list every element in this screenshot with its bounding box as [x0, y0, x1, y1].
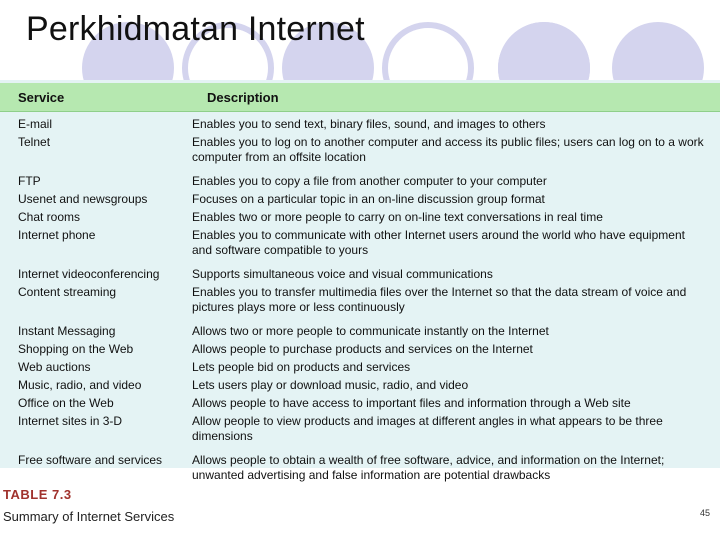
- table-body: [0, 115, 720, 484]
- service-cell: Internet sites in 3-D: [18, 413, 123, 428]
- description-cell: Allows people to have access to important files and information through a Web site: [192, 395, 631, 410]
- page-number: 45: [700, 508, 711, 518]
- description-cell: Enables you to send text, binary files, sound, and images to others: [192, 116, 546, 131]
- description-cell: Allows two or more people to communicate instantly on the Internet: [192, 323, 549, 338]
- table-row: [0, 190, 720, 208]
- services-table: [0, 80, 720, 482]
- table-caption-number: TABLE 7.3: [3, 487, 72, 502]
- service-cell: FTP: [18, 173, 41, 188]
- service-cell: E-mail: [18, 116, 53, 131]
- description-cell: Enables two or more people to carry on on-line text conversations in real time: [192, 209, 603, 224]
- table-header-row: [0, 83, 720, 112]
- description-cell: Supports simultaneous voice and visual communications: [192, 266, 493, 281]
- table-row: [0, 265, 720, 283]
- description-cell: Enables you to log on to another computer and access its public files; users can log on to a work computer from an offsite location: [192, 134, 704, 164]
- table-row: [0, 451, 720, 484]
- table-row: [0, 394, 720, 412]
- table-row: [0, 340, 720, 358]
- table-row: [0, 412, 720, 445]
- description-cell: Lets users play or download music, radio, and video: [192, 377, 469, 392]
- service-cell: Music, radio, and video: [18, 377, 142, 392]
- table-row: [0, 172, 720, 190]
- table-row: [0, 322, 720, 340]
- table-row: [0, 376, 720, 394]
- service-cell: Web auctions: [18, 359, 91, 374]
- service-cell: Free software and services: [18, 452, 163, 467]
- table-row: [0, 208, 720, 226]
- table-row: [0, 133, 720, 166]
- service-cell: Internet videoconferencing: [18, 266, 160, 281]
- table-row: [0, 115, 720, 133]
- service-cell: Chat rooms: [18, 209, 81, 224]
- table-row: [0, 283, 720, 316]
- service-cell: Office on the Web: [18, 395, 114, 410]
- description-cell: Lets people bid on products and services: [192, 359, 411, 374]
- description-cell: Enables you to transfer multimedia files over the Internet so that the data stream of voice and pictures plays more or less continuously: [192, 284, 687, 314]
- service-cell: Instant Messaging: [18, 323, 116, 338]
- table-row: [0, 226, 720, 259]
- header-description: Description: [207, 90, 279, 105]
- table-caption-text: Summary of Internet Services: [3, 509, 175, 524]
- service-cell: Usenet and newsgroups: [18, 191, 148, 206]
- description-cell: Allow people to view products and images at different angles in what appears to be three dimensions: [192, 413, 663, 443]
- service-cell: Telnet: [18, 134, 51, 149]
- service-cell: Internet phone: [18, 227, 96, 242]
- header-service: Service: [18, 90, 65, 105]
- table-row: [0, 358, 720, 376]
- slide-title: Perkhidmatan Internet: [26, 10, 365, 48]
- description-cell: Focuses on a particular topic in an on-line discussion group format: [192, 191, 545, 206]
- description-cell: Allows people to purchase products and services on the Internet: [192, 341, 533, 356]
- description-cell: Enables you to communicate with other Internet users around the world who have equipment and software compatible to yours: [192, 227, 685, 257]
- description-cell: Enables you to copy a file from another computer to your computer: [192, 173, 547, 188]
- description-cell: Allows people to obtain a wealth of free software, advice, and information on the Internet; unwanted advertising and false information are potential drawbacks: [192, 452, 665, 482]
- service-cell: Content streaming: [18, 284, 117, 299]
- service-cell: Shopping on the Web: [18, 341, 134, 356]
